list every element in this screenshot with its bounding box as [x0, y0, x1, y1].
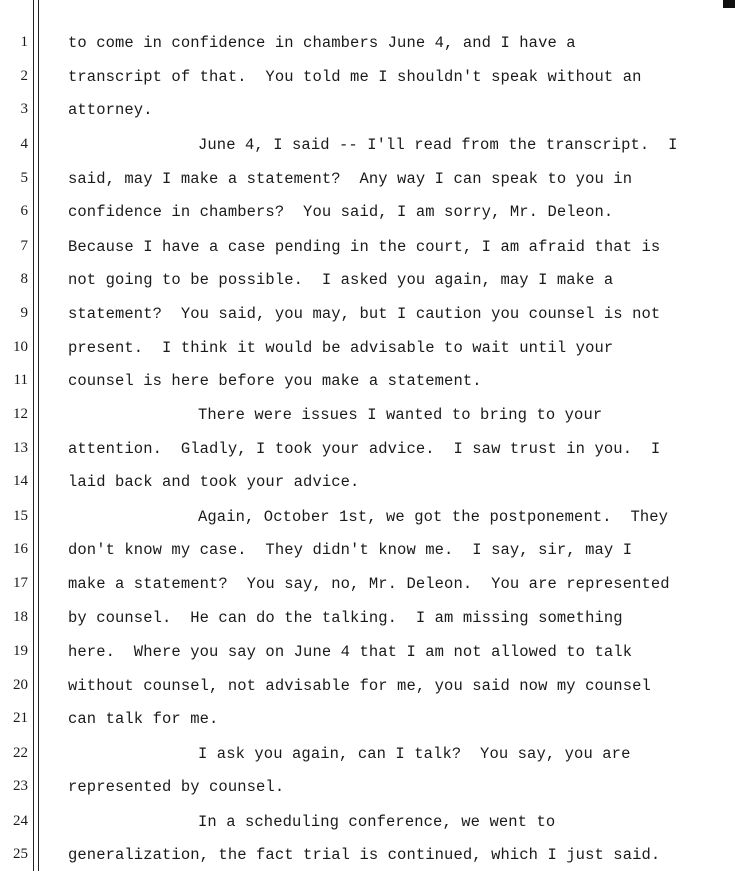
line-text: Because I have a case pending in the court, I am afraid that is: [68, 238, 661, 256]
line-number: 10: [13, 339, 28, 355]
transcript-line: [0, 704, 735, 738]
line-text: I ask you again, can I talk? You say, you are: [198, 745, 631, 763]
corner-mark: [723, 0, 735, 8]
line-text: generalization, the fact trial is continued, which I just said.: [68, 846, 661, 864]
line-number: 19: [13, 643, 28, 659]
line-text: said, may I make a statement? Any way I can speak to you in: [68, 170, 633, 188]
line-text: by counsel. He can do the talking. I am missing something: [68, 609, 623, 627]
transcript-line: [0, 637, 735, 671]
line-number: 20: [13, 677, 28, 693]
line-number: 3: [20, 101, 28, 117]
line-text: don't know my case. They didn't know me. I say, sir, may I: [68, 541, 633, 559]
transcript-line: [0, 603, 735, 637]
line-number: 9: [20, 305, 28, 321]
transcript-line: [0, 299, 735, 333]
line-number: 7: [20, 238, 28, 254]
line-text: attention. Gladly, I took your advice. I saw trust in you. I: [68, 440, 661, 458]
line-number: 11: [13, 372, 28, 388]
line-text: transcript of that. You told me I shouldn't speak without an: [68, 68, 642, 86]
transcript-line: [0, 569, 735, 603]
line-number: 14: [13, 473, 28, 489]
line-text: confidence in chambers? You said, I am sorry, Mr. Deleon.: [68, 203, 614, 221]
line-text: June 4, I said -- I'll read from the transcript. I: [198, 136, 678, 154]
transcript-line: [0, 671, 735, 705]
transcript-line: [0, 366, 735, 400]
line-number: 1: [20, 34, 28, 50]
transcript-line: [0, 333, 735, 367]
transcript-line: [0, 502, 735, 536]
line-number: 2: [20, 68, 28, 84]
transcript-line: [0, 95, 735, 129]
transcript-line: [0, 739, 735, 773]
line-number: 22: [13, 745, 28, 761]
transcript-line: [0, 840, 735, 874]
transcript-line: [0, 807, 735, 841]
line-number: 24: [13, 813, 28, 829]
line-text: here. Where you say on June 4 that I am not allowed to talk: [68, 643, 633, 661]
transcript-line: [0, 434, 735, 468]
line-number: 18: [13, 609, 28, 625]
line-text: can talk for me.: [68, 710, 219, 728]
line-text: not going to be possible. I asked you again, may I make a: [68, 271, 614, 289]
line-text: to come in confidence in chambers June 4, and I have a: [68, 34, 576, 52]
line-text: laid back and took your advice.: [68, 473, 360, 491]
line-number: 5: [20, 170, 28, 186]
line-number: 12: [13, 406, 28, 422]
line-text: Again, October 1st, we got the postponement. They: [198, 508, 669, 526]
transcript-line: [0, 130, 735, 164]
line-number: 8: [20, 271, 28, 287]
transcript-line: [0, 467, 735, 501]
transcript-line: [0, 28, 735, 62]
line-text: present. I think it would be advisable to wait until your: [68, 339, 614, 357]
transcript-line: [0, 400, 735, 434]
line-text: represented by counsel.: [68, 778, 285, 796]
line-text: attorney.: [68, 101, 153, 119]
transcript-line: [0, 535, 735, 569]
line-number: 13: [13, 440, 28, 456]
transcript-line: [0, 772, 735, 806]
line-number: 21: [13, 710, 28, 726]
line-number: 4: [20, 136, 28, 152]
line-text: In a scheduling conference, we went to: [198, 813, 556, 831]
line-text: statement? You said, you may, but I caution you counsel is not: [68, 305, 661, 323]
transcript-line: [0, 164, 735, 198]
line-number: 16: [13, 541, 28, 557]
line-number: 25: [13, 846, 28, 862]
line-number: 23: [13, 778, 28, 794]
line-text: without counsel, not advisable for me, you said now my counsel: [68, 677, 651, 695]
line-text: counsel is here before you make a statement.: [68, 372, 482, 390]
transcript-line: [0, 232, 735, 266]
line-text: There were issues I wanted to bring to your: [198, 406, 603, 424]
line-number: 17: [13, 575, 28, 591]
line-text: make a statement? You say, no, Mr. Deleon. You are represented: [68, 575, 670, 593]
line-number: 15: [13, 508, 28, 524]
line-number: 6: [20, 203, 28, 219]
transcript-line: [0, 197, 735, 231]
transcript-line: [0, 265, 735, 299]
transcript-line: [0, 62, 735, 96]
